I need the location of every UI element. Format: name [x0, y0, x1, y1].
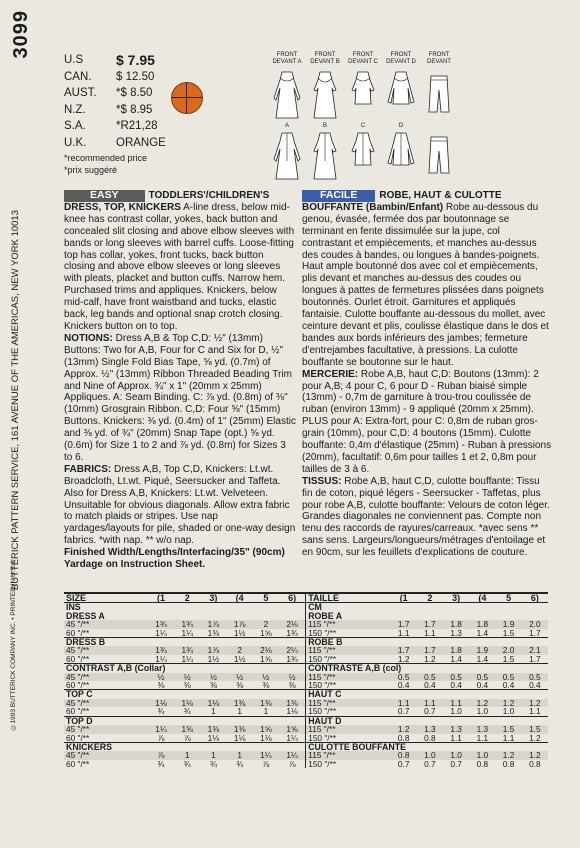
fabric-width-fr: 150 "/**: [306, 760, 391, 768]
fabric-width: 45 "/**: [66, 671, 90, 682]
yardage-cell: ⅞: [288, 758, 296, 769]
yardage-cell: 1⅛: [260, 732, 272, 743]
price-row: U.K. ORANGE: [64, 136, 166, 149]
taille-col: 6): [522, 593, 548, 603]
yardage-cell: 1⅜: [286, 697, 298, 708]
english-body: A-line dress, below mid-knee has contrast collar, yokes, back button and concealed slit closing and above elbow sleeves with bands or long sleeves with barrel cuffs. Loose-fitting top has collar, yokes, front tucks, back button closing and above elbow sleeves or long sleeves with pleats, placket and button cuffs. Narrow hem. Purchased trims and appliques. Knickers, below mid-calf, have front waistband and tucks, elastic back, leg bands and optional snap crotch closing. Knickers button on to top.: [64, 201, 295, 332]
fabrics-label: FABRICS:: [64, 463, 112, 475]
yardage-cell: ½: [183, 671, 191, 682]
metrage-cell: 2.0: [502, 645, 515, 656]
metrage-cell: 1.2: [424, 653, 436, 664]
fabric-width: 60 "/**: [66, 758, 90, 769]
yardage-table: [64, 592, 548, 768]
view-letter: C: [360, 123, 366, 129]
yardage-cell: 2: [263, 619, 269, 630]
table-row: [64, 760, 548, 768]
yardage-cell: ⅞: [262, 758, 270, 769]
fabrics-text: Dress A,B, Top C,D, Knickers: Lt.wt. Broadcloth, Lt.wt. Piqué, Seersucker and Taffeta. Also for Dress A,B, Knickers: Lt.wt. Velveteen. Unsuitable for obvious diagonals. Allow extra fabric to match plaids or stripes. Use nap yardages/layouts for pile, shaded or one-way design fabrics. *with nap. ** w/o nap.: [64, 463, 296, 547]
metrage-cell: 0.8: [476, 758, 489, 769]
yardage-cell: 1⅝: [286, 724, 298, 735]
view-label: FRONT DEVANT B: [310, 52, 340, 65]
metrage-cell: 1.7: [424, 645, 436, 656]
yardage-cell: 1⅜: [260, 697, 272, 708]
fabric-width-fr: 150 "/**: [306, 629, 391, 638]
yardage-cell: 1: [237, 750, 242, 761]
metrage-cell: 1.7: [529, 627, 541, 638]
yardage-cell: 1¼: [155, 627, 167, 638]
cm-label: CM: [306, 603, 391, 612]
yardage-cell: 1⅜: [181, 724, 193, 735]
metrage-cell: 1.2: [397, 653, 410, 664]
metrage-cell: 2.0: [529, 619, 541, 630]
metrage-cell: 0.7: [424, 758, 436, 769]
metrage-cell: 0.7: [397, 758, 410, 769]
metrage-cell: 1.5: [502, 627, 515, 638]
metrage-cell: 1.2: [502, 750, 515, 761]
metrage-cell: 0.5: [476, 671, 489, 682]
easy-badge: EASY: [64, 190, 145, 202]
taille-col: 2: [417, 593, 443, 603]
taille-label: TAILLE: [306, 593, 391, 603]
metrage-cell: 0.4: [476, 680, 489, 691]
metrage-cell: 1.1: [424, 697, 436, 708]
yardage-cell: 1: [263, 706, 269, 717]
fabric-width-fr: 150 "/**: [306, 707, 391, 716]
metrage-cell: 0.4: [424, 680, 436, 691]
size-col: (1: [148, 593, 174, 603]
taille-col: 5: [495, 593, 521, 603]
fabric-width-fr: 115 "/**: [306, 646, 391, 654]
ins-label: INS: [66, 602, 81, 613]
yardage-cell: 2⅛: [286, 619, 298, 630]
yardage-cell: 1⅛: [207, 697, 220, 708]
yardage-cell: 1¾: [181, 645, 193, 656]
metrage-cell: 0.8: [502, 758, 515, 769]
view-group-label: CONTRAST A,B (Collar): [64, 664, 306, 673]
fabric-width-fr: 115 "/**: [306, 620, 391, 628]
metrage-cell: 0.7: [397, 706, 410, 717]
yardage-cell: 1¾: [155, 619, 167, 630]
top-d-back-icon: [382, 131, 420, 186]
yardage-cell: 1⅜: [233, 697, 246, 708]
yardage-cell: ⅜: [262, 680, 270, 691]
table-group-row: [64, 612, 548, 620]
yardage-cell: 1: [211, 706, 216, 717]
yardage-cell: 1: [184, 750, 190, 761]
size-col: (4: [227, 593, 253, 603]
price-note: *recommended price: [64, 153, 148, 163]
yardage-cell: 1⅜: [207, 724, 220, 735]
notions-label: NOTIONS:: [64, 332, 113, 344]
table-row: [64, 707, 548, 716]
metrage-cell: 1.4: [450, 653, 462, 664]
facile-badge: FACILE: [302, 190, 375, 202]
yardage-cell: 1⅛: [233, 732, 246, 743]
yardage-cell: ¾: [183, 706, 191, 717]
yardage-cell: 1⅝: [260, 653, 272, 664]
metrage-cell: 1.2: [502, 697, 515, 708]
metrage-cell: 0.4: [397, 680, 410, 691]
size-col: 6): [279, 593, 306, 603]
yardage-cell: 1¼: [181, 627, 193, 638]
copyright-line: ©1993 BUTTERICK COMPANY INC. • PRINTED IN U.S.A: [10, 560, 17, 731]
yardage-cell: ⅜: [209, 680, 217, 691]
yardage-cell: ⅜: [236, 680, 244, 691]
size-col: 2: [174, 593, 200, 603]
table-group-row: [64, 742, 548, 751]
view-group-label: KNICKERS: [64, 742, 306, 751]
dress-b-back-icon: [306, 131, 344, 186]
metrage-cell: 1.1: [476, 732, 489, 743]
size-col: 5: [253, 593, 279, 603]
yardage-cell: 1¾: [155, 645, 167, 656]
view-letter: A: [284, 123, 289, 129]
metrage-cell: 0.8: [529, 758, 541, 769]
view-letter: [420, 123, 458, 129]
yardage-cell: 1⅛: [181, 697, 193, 708]
view-group-label: DRESS B: [64, 638, 306, 647]
fabric-width: 60 "/**: [66, 706, 90, 717]
price-list: [64, 52, 166, 175]
yardage-cell: ½: [209, 671, 217, 682]
view-group-label-fr: HAUT D: [306, 716, 548, 725]
table-row: [64, 699, 548, 707]
fabric-width-fr: 150 "/**: [306, 681, 391, 690]
french-description: [302, 190, 552, 559]
fabric-width-fr: 115 "/**: [306, 725, 391, 733]
view-label: FRONT DEVANT A: [272, 52, 302, 65]
metrage-cell: 1.1: [424, 627, 436, 638]
size-label: SIZE: [64, 593, 148, 603]
yardage-cell: 1½: [233, 627, 246, 638]
metrage-cell: 1.1: [502, 732, 515, 743]
fabric-width-fr: 115 "/**: [306, 673, 391, 681]
table-group-row: [64, 716, 548, 725]
metrage-cell: 1.1: [450, 732, 462, 743]
yardage-cell: 1⅞: [207, 645, 220, 656]
finished-widths: Finished Width/Lengths/Interfacing/35" (90cm) Yardage on Instruction Sheet.: [64, 547, 285, 571]
yardage-cell: 1¼: [286, 732, 298, 743]
yardage-cell: 1⅛: [155, 697, 167, 708]
metrage-cell: 1.7: [529, 653, 541, 664]
metrage-cell: 1.2: [397, 724, 410, 735]
yardage-cell: 2: [237, 645, 242, 656]
metrage-cell: 1.9: [502, 619, 515, 630]
table-group-row: [64, 664, 548, 673]
tissus-label: TISSUS:: [302, 475, 342, 487]
table-row: [64, 734, 548, 743]
metrage-cell: 0.4: [450, 680, 462, 691]
yardage-cell: 1⅝: [260, 627, 272, 638]
yardage-cell: 1¼: [286, 750, 298, 761]
top-c-back-icon: [344, 131, 382, 186]
units-row: [64, 603, 548, 612]
yardage-cell: 1⅜: [207, 627, 220, 638]
metrage-cell: 0.5: [502, 671, 515, 682]
metrage-cell: 0.4: [502, 680, 515, 691]
price-row: CAN. $ 12.50: [64, 70, 155, 83]
table-group-row: [64, 638, 548, 647]
yardage-cell: ⅞: [157, 732, 165, 743]
top-c-front-icon: [344, 68, 382, 123]
metrage-cell: 1.7: [397, 619, 410, 630]
price-row: N.Z. *$ 8.95: [64, 103, 153, 116]
fabric-width-fr: 150 "/**: [306, 734, 391, 743]
metrage-cell: 0.8: [397, 732, 410, 743]
table-row: [64, 646, 548, 654]
knickers-back-icon: [420, 131, 458, 186]
metrage-cell: 0.5: [450, 671, 462, 682]
yardage-cell: 1⅛: [286, 706, 298, 717]
yardage-cell: 1⅞: [233, 619, 246, 630]
size-header-row: [64, 593, 548, 603]
yardage-cell: 1¼: [181, 653, 193, 664]
metrage-cell: 1.7: [397, 645, 410, 656]
yardage-cell: ⅞: [157, 750, 165, 761]
top-d-front-icon: [382, 68, 420, 123]
price-row: U.S $ 7.95: [64, 52, 155, 69]
fabric-width: 60 "/**: [66, 653, 90, 664]
yardage-cell: 1: [237, 706, 242, 717]
table-row: [64, 681, 548, 690]
view-group-label: TOP C: [64, 690, 306, 699]
metrage-cell: 0.5: [424, 671, 436, 682]
size-col: 3): [200, 593, 226, 603]
metrage-cell: 1.1: [397, 627, 410, 638]
metrage-cell: 1.1: [450, 697, 462, 708]
metrage-cell: 1.4: [476, 653, 489, 664]
price-row: S.A. *R21,28: [64, 120, 158, 133]
view-group-label-fr: HAUT C: [306, 690, 548, 699]
fabric-width-fr: 150 "/**: [306, 655, 391, 664]
french-body: Robe au-dessous du genou, évasée, fermée dos par boutonnage se terminant en fente dissimulée sur la jupe, col contrastant et empiècements, et manches au-dessus des coudes à bandes, ou longues à bandes-poignets. Haut ample boutonné dos avec col et empiècements, plis devant et manches au-dessus des coudes ou longues à pattes de fermetures plissées dans poignets boutonnés. Ourlet étroit. Garnitures et appliqués fantaisie. Culotte bouffante au-dessous du mollet, avec ceinture devant et plis, coulisse élastique dans le dos et bandes aux bords inférieurs des jambes; fermeture d'entrejambes facultative, à pressions. La culotte bouffante se boutonne sur le haut.: [302, 201, 549, 368]
fabric-width: 60 "/**: [66, 627, 90, 638]
metrage-cell: 1.0: [450, 706, 462, 717]
fabric-width: 45 "/**: [66, 724, 90, 735]
table-group-row: [64, 690, 548, 699]
yardage-cell: 1¾: [181, 619, 193, 630]
view-label: FRONT DEVANT C: [348, 52, 378, 65]
taille-col: (4: [469, 593, 495, 603]
dress-a-front-icon: [268, 68, 306, 123]
price-row: AUST. *$ 8.50: [64, 87, 153, 100]
metrage-cell: 1.2: [476, 697, 489, 708]
metrage-cell: 1.8: [450, 645, 462, 656]
tissus-text: Robe A,B, haut C,D, culotte bouffante: Tissu fin de coton, piqué légers - Seersucker - Taffetas, plus pour robe A,B, culotte bouffante: Velours de coton léger. Grandes diagonales ne conviennent pas. Compte non tenu des raccords de rayures/carreaux. *avec sens ** sans sens. Largeurs/longueurs/métrages d'entoilage et en 90cm, sur les feuillets d'explications de couture.: [302, 475, 550, 559]
notions-text: Dress A,B & Top C,D: ½" (13mm) Buttons: Two for A,B, Four for C and Six for D, ½" (13mm) Single Fold Bias Tape, ⅝ yd. (0.7m) of Approx. ½" (13mm) Ribbon Threaded Beading Trim and Nine of Approx. ¾" x 1" (20mm x 25mm) Appliques. A: Seam Binding. C: ⅞ yd. (0.8m) of ⅜" (10mm) Grosgrain Ribbon. C,D: Four ⅝" (15mm) Buttons. Knickers: ⅜ yd. (0.4m) of 1" (25mm) Elastic and ⅜ yd. of ¾" (20mm) Snap Tape (opt.) ⅝ yd. (0.6m) for Size 1 to 2 and ⅞ yd. (0.8m) for Sizes 3 to 6.: [64, 332, 296, 463]
yardage-cell: ⅜: [183, 680, 191, 691]
metrage-cell: 1.0: [476, 750, 489, 761]
fabric-width-fr: 115 "/**: [306, 751, 391, 759]
yardage-cell: 1¾: [286, 653, 298, 664]
table-row: [64, 751, 548, 759]
yardage-cell: 1¾: [286, 627, 298, 638]
metrage-cell: 1.3: [424, 724, 436, 735]
metrage-cell: 0.4: [529, 680, 541, 691]
metrage-cell: 1.5: [529, 724, 541, 735]
yardage-cell: ½: [262, 671, 270, 682]
view-group-label-fr: ROBE A: [306, 612, 548, 620]
english-description: [64, 190, 296, 571]
metrage-cell: 1.8: [476, 619, 489, 630]
view-label: FRONT DEVANT D: [386, 52, 416, 65]
dress-a-back-icon: [268, 131, 306, 186]
metrage-cell: 2.1: [529, 645, 541, 656]
fabric-width: 60 "/**: [66, 732, 90, 743]
fabric-width-fr: 115 "/**: [306, 699, 391, 707]
yardage-cell: 1½: [233, 653, 246, 664]
metrage-cell: 0.7: [424, 706, 436, 717]
metrage-cell: 1.0: [502, 706, 515, 717]
dress-b-front-icon: [306, 68, 344, 123]
view-group-label-fr: CULOTTE BOUFFANTE: [306, 742, 548, 751]
metrage-cell: 0.7: [450, 758, 462, 769]
yardage-cell: ¾: [157, 758, 165, 769]
spine: [4, 0, 32, 848]
metrage-cell: 1.3: [450, 724, 462, 735]
metrage-cell: 1.0: [476, 706, 489, 717]
yardage-cell: ½: [288, 671, 296, 682]
metrage-cell: 1.3: [476, 724, 489, 735]
fabric-width: 45 "/**: [66, 645, 90, 656]
yardage-cell: 1⅛: [207, 732, 220, 743]
metrage-cell: 1.0: [450, 750, 462, 761]
taille-col: 3): [443, 593, 469, 603]
view-group-label-fr: CONTRASTE A,B (col): [306, 664, 548, 673]
fabric-width: 45 "/**: [66, 697, 90, 708]
yardage-cell: 1¼: [155, 724, 167, 735]
publisher-line: BUTTERICK PATTERN SERVICE, 161 AVENUE OF THE AMERICAS, NEW YORK 10013: [10, 210, 21, 591]
yardage-cell: ⅜: [157, 680, 165, 691]
yardage-cell: ¾: [236, 758, 244, 769]
metrage-cell: 0.8: [424, 732, 436, 743]
view-label: FRONT DEVANT: [427, 52, 451, 65]
metrage-cell: 1.8: [450, 619, 462, 630]
view-letter: D: [398, 123, 404, 129]
metrage-cell: 0.5: [529, 671, 541, 682]
metrage-cell: 1.3: [450, 627, 462, 638]
yardage-cell: ¾: [157, 706, 165, 717]
metrage-cell: 1.0: [424, 750, 436, 761]
metrage-cell: 1.5: [502, 653, 515, 664]
price-note-fr: *prix suggéré: [64, 165, 118, 175]
pattern-number: 3099: [10, 10, 32, 59]
metrage-cell: 0.5: [397, 671, 410, 682]
metrage-cell: 1.4: [476, 627, 489, 638]
orange-ball-icon: [171, 82, 203, 114]
metrage-cell: 1.9: [476, 645, 489, 656]
mercerie-label: MERCERIE:: [302, 368, 359, 380]
yardage-cell: 1½: [207, 653, 220, 664]
fabric-width: 45 "/**: [66, 750, 90, 761]
yardage-cell: 1¼: [155, 653, 167, 664]
table-row: [64, 629, 548, 638]
view-group-label: TOP D: [64, 716, 306, 725]
english-title: TODDLERS'/CHILDREN'S DRESS, TOP, KNICKERS: [64, 190, 270, 213]
metrage-cell: 1.2: [529, 697, 541, 708]
yardage-cell: ¾: [183, 758, 191, 769]
view-group-label-fr: ROBE B: [306, 638, 548, 647]
table-row: [64, 673, 548, 681]
yardage-cell: ⅜: [288, 680, 296, 691]
taille-col: (1: [391, 593, 417, 603]
yardage-cell: 1¼: [260, 750, 272, 761]
metrage-cell: 1.5: [502, 724, 515, 735]
yardage-cell: ¾: [209, 758, 217, 769]
metrage-cell: 1.1: [529, 706, 541, 717]
metrage-cell: 1.2: [529, 732, 541, 743]
yardage-cell: ½: [157, 671, 165, 682]
fabric-width: 60 "/**: [66, 680, 90, 691]
knickers-front-icon: [420, 68, 458, 123]
french-title: ROBE, HAUT & CULOTTE BOUFFANTE (Bambin/Enfant): [302, 190, 502, 213]
metrage-cell: 1.2: [529, 750, 541, 761]
yardage-cell: ½: [236, 671, 244, 682]
yardage-cell: 1⅞: [207, 619, 220, 630]
yardage-cell: 1⅝: [260, 724, 272, 735]
yardage-cell: 2⅛: [260, 645, 272, 656]
garment-views: [268, 52, 468, 186]
view-group-label: DRESS A: [66, 610, 105, 621]
yardage-cell: 2¼: [286, 645, 298, 656]
metrage-cell: 1.7: [424, 619, 436, 630]
table-row: [64, 620, 548, 628]
mercerie-text: Robe A,B, haut C,D: Boutons (13mm): 2 pour A,B; 4 pour C, 6 pour D - Ruban biaisé simple (13mm) - 0,7m de garniture à trou-trou coulissée de ruban (environ 13mm) - 9 appliqué (20mm x 25mm). PLUS pour A: Extra-fort, pour C: 0,8m de ruban gros-grain (10mm), pour C,D: 4 boutons (15mm). Culotte bouffante: 0,4m d'élastique (25mm) - Ruban à pressions (20mm), facultatif: 0,6m pour tailles 1 et 2, 0,8m pour tailles de 3 à 6.: [302, 368, 552, 475]
metrage-cell: 1.1: [397, 697, 410, 708]
yardage-cell: 1: [211, 750, 216, 761]
fabric-width: 45 "/**: [66, 619, 90, 630]
metrage-cell: 0.8: [397, 750, 410, 761]
yardage-cell: 1⅜: [233, 724, 246, 735]
view-letter: B: [322, 123, 327, 129]
table-row: [64, 725, 548, 733]
yardage-cell: ⅞: [183, 732, 191, 743]
